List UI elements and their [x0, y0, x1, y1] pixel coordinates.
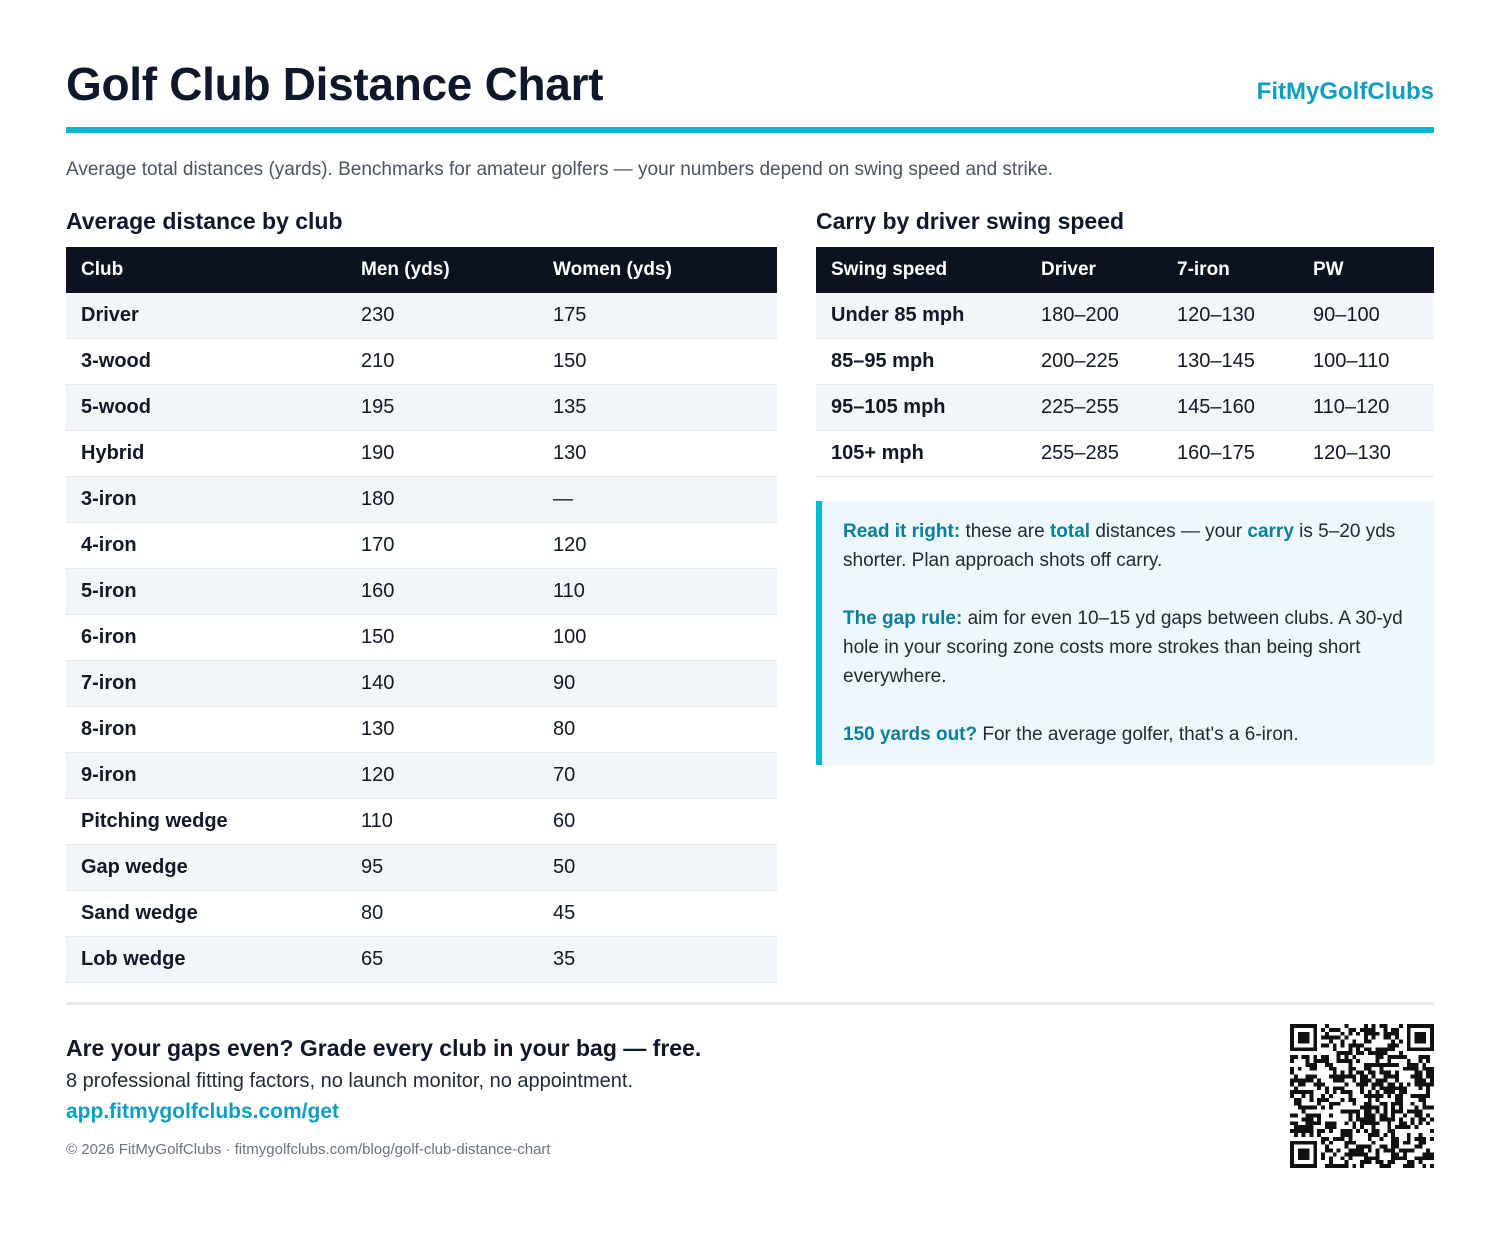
men-distance: 160	[346, 569, 538, 615]
pw-carry: 90–100	[1298, 293, 1434, 339]
tip-highlight-carry: carry	[1247, 521, 1294, 542]
column-header-swing-speed: Swing speed	[816, 247, 1026, 293]
women-distance: 45	[538, 891, 777, 937]
club-name: 4-iron	[66, 523, 346, 569]
tip-lead: Read it right:	[843, 521, 961, 542]
women-distance: 90	[538, 661, 777, 707]
table-header-row	[816, 247, 1434, 293]
footer-copyright: © 2026 FitMyGolfClubs · fitmygolfclubs.com/blog/golf-club-distance-chart	[66, 1141, 551, 1158]
tip-gap-rule	[843, 604, 1406, 691]
men-distance: 80	[346, 891, 538, 937]
tip-150-yards	[843, 720, 1406, 749]
tip-text: aim for even 10–15 yd gaps between clubs. A 30-yd hole in your scoring zone costs more strokes than being short everywhere.	[843, 608, 1403, 687]
page	[66, 0, 1434, 1158]
club-name: Gap wedge	[66, 845, 346, 891]
tip-text: these are	[960, 521, 1050, 542]
driver-carry: 225–255	[1026, 385, 1162, 431]
table-row	[66, 615, 777, 661]
table-row	[66, 891, 777, 937]
table-row	[816, 293, 1434, 339]
women-distance: 80	[538, 707, 777, 753]
women-distance: 175	[538, 293, 777, 339]
men-distance: 150	[346, 615, 538, 661]
table-row	[66, 477, 777, 523]
pw-carry: 120–130	[1298, 431, 1434, 477]
pw-carry: 110–120	[1298, 385, 1434, 431]
column-header-driver: Driver	[1026, 247, 1162, 293]
club-name: 5-wood	[66, 385, 346, 431]
table-row	[816, 339, 1434, 385]
tip-highlight-total: total	[1049, 521, 1091, 542]
section-divider	[66, 1002, 1434, 1005]
men-distance: 210	[346, 339, 538, 385]
7-iron-carry: 160–175	[1162, 431, 1298, 477]
table-row	[66, 569, 777, 615]
column-header-7-iron: 7-iron	[1162, 247, 1298, 293]
swing-speed: 105+ mph	[816, 431, 1026, 477]
club-name: Pitching wedge	[66, 799, 346, 845]
table-header-row	[66, 247, 777, 293]
women-distance: 110	[538, 569, 777, 615]
table-row	[66, 661, 777, 707]
men-distance: 170	[346, 523, 538, 569]
qr-code-icon[interactable]	[1290, 1024, 1434, 1168]
club-name: Driver	[66, 293, 346, 339]
men-distance: 195	[346, 385, 538, 431]
club-name: 9-iron	[66, 753, 346, 799]
7-iron-carry: 120–130	[1162, 293, 1298, 339]
men-distance: 190	[346, 431, 538, 477]
men-distance: 110	[346, 799, 538, 845]
club-name: 3-iron	[66, 477, 346, 523]
club-distance-section	[66, 206, 777, 983]
women-distance: 60	[538, 799, 777, 845]
club-name: Hybrid	[66, 431, 346, 477]
tip-lead: The gap rule:	[843, 608, 963, 629]
club-name: 7-iron	[66, 661, 346, 707]
women-distance: 120	[538, 523, 777, 569]
tip-text: is 5–20 yds shorter. Plan approach shots off carry.	[843, 521, 1396, 571]
club-distance-table	[66, 247, 777, 983]
header	[66, 0, 1434, 133]
club-name: 3-wood	[66, 339, 346, 385]
men-distance: 95	[346, 845, 538, 891]
driver-carry: 255–285	[1026, 431, 1162, 477]
men-distance: 65	[346, 937, 538, 983]
swing-speed: Under 85 mph	[816, 293, 1026, 339]
table-row	[66, 799, 777, 845]
speed-table-title: Carry by driver swing speed	[816, 208, 1125, 234]
column-header-women: Women (yds)	[538, 247, 777, 293]
swing-speed: 85–95 mph	[816, 339, 1026, 385]
7-iron-carry: 145–160	[1162, 385, 1298, 431]
women-distance: —	[538, 477, 777, 523]
column-header-men: Men (yds)	[346, 247, 538, 293]
page-title: Golf Club Distance Chart	[66, 58, 604, 110]
tip-text: distances — your	[1090, 521, 1248, 542]
brand-logo-text[interactable]: FitMyGolfClubs	[1256, 78, 1434, 105]
table-row	[66, 753, 777, 799]
table-row	[816, 385, 1434, 431]
intro-text: Average total distances (yards). Benchmarks for amateur golfers — your numbers depend on swing speed and strike.	[66, 159, 1054, 180]
women-distance: 130	[538, 431, 777, 477]
table-row	[66, 385, 777, 431]
club-name: Lob wedge	[66, 937, 346, 983]
men-distance: 180	[346, 477, 538, 523]
women-distance: 70	[538, 753, 777, 799]
pw-carry: 100–110	[1298, 339, 1434, 385]
column-header-club: Club	[66, 247, 346, 293]
women-distance: 50	[538, 845, 777, 891]
swing-speed-section	[816, 206, 1434, 765]
swing-speed-table	[816, 247, 1434, 477]
tips-callout	[816, 501, 1434, 765]
men-distance: 140	[346, 661, 538, 707]
men-distance: 120	[346, 753, 538, 799]
women-distance: 100	[538, 615, 777, 661]
cta-subline: 8 professional fitting factors, no launch monitor, no appointment.	[66, 1070, 634, 1092]
tip-text: For the average golfer, that's a 6-iron.	[977, 724, 1299, 745]
women-distance: 150	[538, 339, 777, 385]
table-row	[66, 339, 777, 385]
driver-carry: 200–225	[1026, 339, 1162, 385]
club-name: 6-iron	[66, 615, 346, 661]
men-distance: 230	[346, 293, 538, 339]
tip-lead: 150 yards out?	[843, 724, 978, 745]
column-header-pw: PW	[1298, 247, 1434, 293]
tip-read-it-right	[843, 517, 1406, 575]
table-row	[816, 431, 1434, 477]
club-name: 5-iron	[66, 569, 346, 615]
swing-speed: 95–105 mph	[816, 385, 1026, 431]
club-name: 8-iron	[66, 707, 346, 753]
table-row	[66, 523, 777, 569]
table-row	[66, 707, 777, 753]
women-distance: 35	[538, 937, 777, 983]
driver-carry: 180–200	[1026, 293, 1162, 339]
women-distance: 135	[538, 385, 777, 431]
men-distance: 130	[346, 707, 538, 753]
cta-link[interactable]: app.fitmygolfclubs.com/get	[66, 1100, 340, 1123]
table-row	[66, 431, 777, 477]
cta-headline: Are your gaps even? Grade every club in your bag — free.	[66, 1035, 702, 1061]
club-table-title: Average distance by club	[66, 208, 343, 234]
table-row	[66, 293, 777, 339]
club-name: Sand wedge	[66, 891, 346, 937]
table-row	[66, 937, 777, 983]
table-row	[66, 845, 777, 891]
7-iron-carry: 130–145	[1162, 339, 1298, 385]
